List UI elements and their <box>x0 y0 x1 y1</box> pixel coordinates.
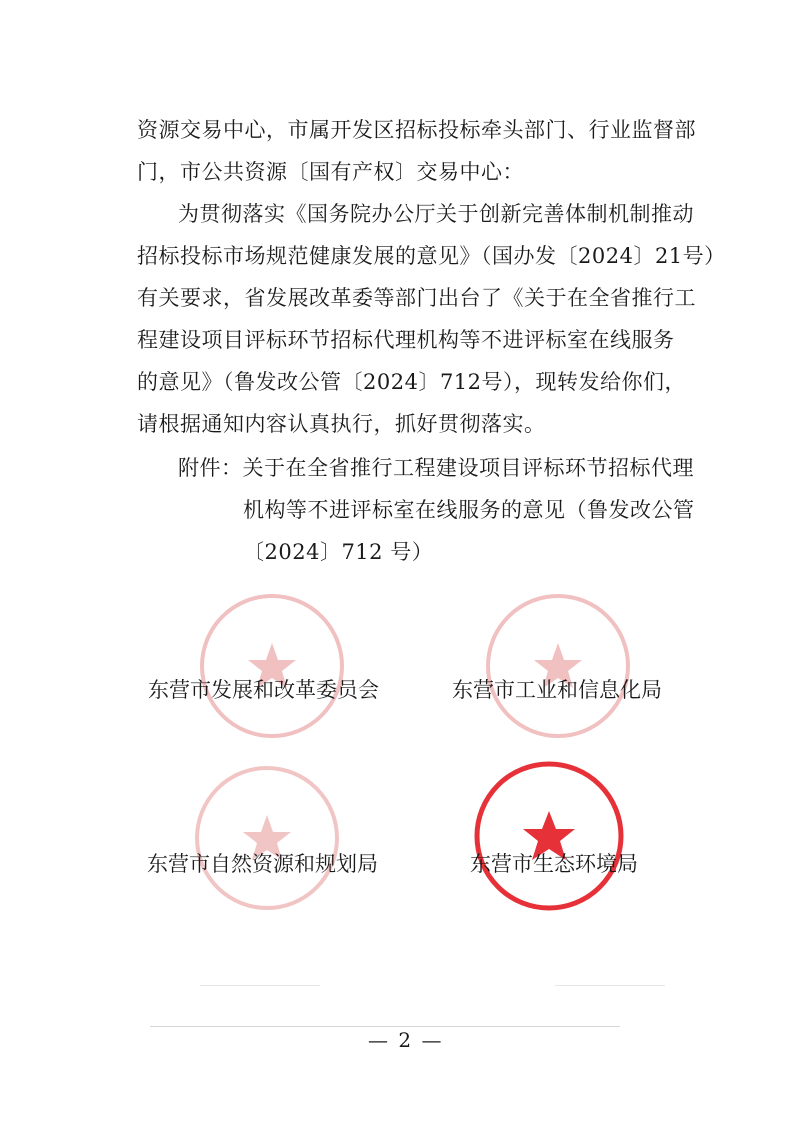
attachment-line-3: 〔2024〕712 号） <box>243 540 434 564</box>
attachment-line-1: 附件：关于在全省推行工程建设项目评标环节招标代理 <box>178 456 694 480</box>
seal-development-reform <box>197 591 347 741</box>
body-line-5: 有关要求，省发展改革委等部门出台了《关于在全省推行工 <box>137 286 696 310</box>
body-line-1: 资源交易中心，市属开发区招标投标牵头部门、行业监督部 <box>137 118 696 142</box>
body-line-8: 请根据通知内容认真执行，抓好贯彻落实。 <box>137 412 546 436</box>
scan-artifact-line <box>150 1026 620 1027</box>
seal-natural-resources <box>192 763 342 913</box>
page-number: — 2 — <box>368 1028 444 1052</box>
signatory-development-reform: 东营市发展和改革委员会 <box>148 678 379 702</box>
body-line-6: 程建设项目评标环节招标代理机构等不进评标室在线服务 <box>137 328 675 352</box>
body-line-2: 门，市公共资源〔国有产权〕交易中心： <box>137 160 524 184</box>
seal-ecology-environment <box>471 758 627 914</box>
scan-artifact-line <box>555 985 665 986</box>
seal-industry-it <box>483 591 633 741</box>
signatory-natural-resources: 东营市自然资源和规划局 <box>147 852 378 876</box>
body-line-7: 的意见》（鲁发改公管〔2024〕712号），现转发给你们， <box>137 370 687 394</box>
body-line-4: 招标投标市场规范健康发展的意见》（国办发〔2024〕21号） <box>137 244 726 268</box>
signatory-industry-it: 东营市工业和信息化局 <box>452 678 662 702</box>
signatory-ecology-environment: 东营市生态环境局 <box>470 852 638 876</box>
body-line-3: 为贯彻落实《国务院办公厅关于创新完善体制机制推动 <box>178 202 694 226</box>
scan-artifact-line <box>200 985 320 986</box>
attachment-line-2: 机构等不进评标室在线服务的意见（鲁发改公管 <box>243 498 695 522</box>
